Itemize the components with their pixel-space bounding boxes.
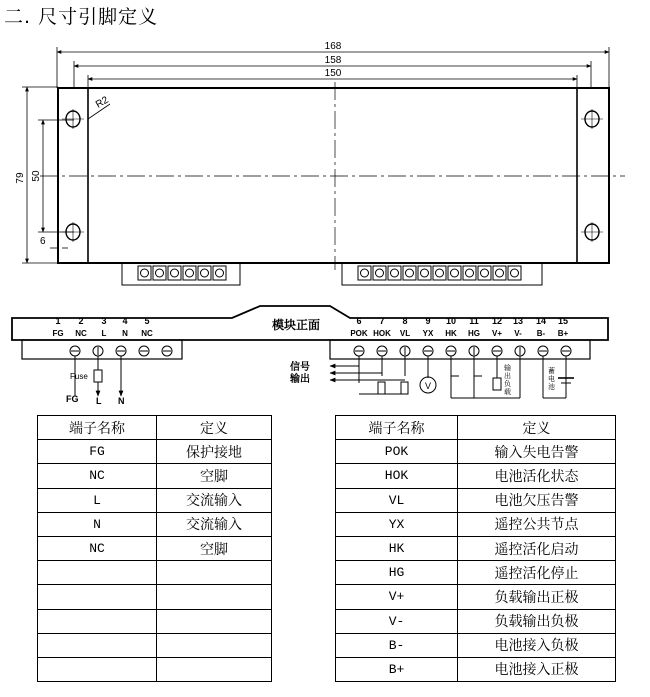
dimension-79: 79 (15, 172, 26, 184)
terminal-number: 5 (144, 316, 150, 326)
table-row: YX 遥控公共节点 (336, 512, 616, 536)
dimension-r2: R2 (94, 94, 111, 111)
svg-text:载: 载 (504, 389, 511, 396)
table-row: HK 遥控活化启动 (336, 536, 616, 560)
table-row: NC 空脚 (38, 464, 272, 488)
header-cell: 端子名称 (336, 416, 458, 440)
signal-label-2: 输出 (290, 374, 310, 385)
terminal-label: V- (514, 329, 522, 338)
table-row (38, 561, 272, 585)
fuse-label: Fuse (70, 372, 88, 381)
table-row: B- 电池接入负极 (336, 633, 616, 657)
table-row: HOK 电池活化状态 (336, 464, 616, 488)
dimension-168: 168 (324, 41, 342, 52)
top-view-connectors (122, 263, 542, 285)
voltmeter-symbol: V (424, 381, 432, 391)
terminal-label: B- (536, 329, 546, 338)
signal-label-1: 信号 (290, 362, 310, 373)
header-cell: 定义 (157, 416, 272, 440)
terminal-number: 3 (101, 316, 107, 326)
dimension-50: 50 (31, 170, 42, 182)
section-heading: 二. 尺寸引脚定义 (4, 6, 159, 28)
wiring (75, 356, 574, 398)
terminal-label: N (122, 329, 128, 338)
terminal-label: B+ (557, 329, 569, 338)
terminal-label: V+ (491, 329, 503, 338)
table-header (38, 416, 272, 440)
terminal-number: 9 (425, 316, 431, 326)
terminal-number: 13 (512, 316, 524, 326)
terminal-label: L (101, 329, 107, 338)
table-row: VL 电池欠压告警 (336, 488, 616, 512)
right-pin-table (335, 415, 616, 682)
terminal-label: YX (422, 329, 434, 338)
terminal-number: 10 (445, 316, 457, 326)
terminal-label: FG (52, 329, 64, 338)
table-row (38, 633, 272, 657)
table-row: N 交流输入 (38, 512, 272, 536)
front-panel-label: 模块正面 (271, 318, 321, 332)
terminal-label: HG (468, 329, 480, 338)
left-pin-table (37, 415, 272, 682)
module-outline (40, 82, 625, 270)
table-header (336, 416, 616, 440)
dimension-150: 150 (324, 68, 342, 79)
terminal-label: VL (399, 329, 411, 338)
load-label (504, 363, 511, 396)
svg-text:出: 出 (504, 373, 511, 380)
n-label: N (118, 396, 125, 406)
terminal-number: 1 (55, 316, 61, 326)
dimension-158: 158 (324, 55, 342, 66)
table-row (38, 609, 272, 633)
terminal-number: 14 (535, 316, 547, 326)
terminal-label: NC (75, 329, 87, 338)
svg-text:池: 池 (548, 384, 555, 391)
terminal-label: POK (350, 329, 368, 338)
terminal-number: 4 (122, 316, 128, 326)
terminal-number: 6 (356, 316, 362, 326)
battery-label (548, 366, 555, 391)
fg-label: FG (66, 394, 79, 404)
table-row (38, 585, 272, 609)
table-row (38, 657, 272, 681)
table-row: L 交流输入 (38, 488, 272, 512)
terminal-label: HOK (373, 329, 391, 338)
table-row: NC 空脚 (38, 536, 272, 560)
terminal-number: 2 (78, 316, 84, 326)
terminal-number: 15 (557, 316, 569, 326)
svg-text:输: 输 (504, 365, 511, 372)
header-cell: 端子名称 (38, 416, 157, 440)
dimension-lines (22, 47, 609, 263)
terminal-number: 12 (491, 316, 503, 326)
header-cell: 定义 (458, 416, 616, 440)
terminal-number: 8 (402, 316, 408, 326)
terminal-label: NC (141, 329, 153, 338)
l-label: L (96, 396, 102, 406)
dimension-6: 6 (40, 236, 46, 247)
table-row: B+ 电池接入正极 (336, 657, 616, 681)
svg-text:蓄: 蓄 (548, 368, 555, 375)
table-row: FG 保护接地 (38, 440, 272, 464)
terminal-label: HK (445, 329, 457, 338)
svg-text:电: 电 (548, 376, 555, 383)
table-row: POK 输入失电告警 (336, 440, 616, 464)
table-row: V+ 负载输出正极 (336, 585, 616, 609)
terminal-number: 11 (469, 316, 479, 326)
table-row: V- 负载输出负极 (336, 609, 616, 633)
terminal-number: 7 (379, 316, 385, 326)
svg-text:负: 负 (504, 381, 511, 388)
table-row: HG 遥控活化停止 (336, 561, 616, 585)
